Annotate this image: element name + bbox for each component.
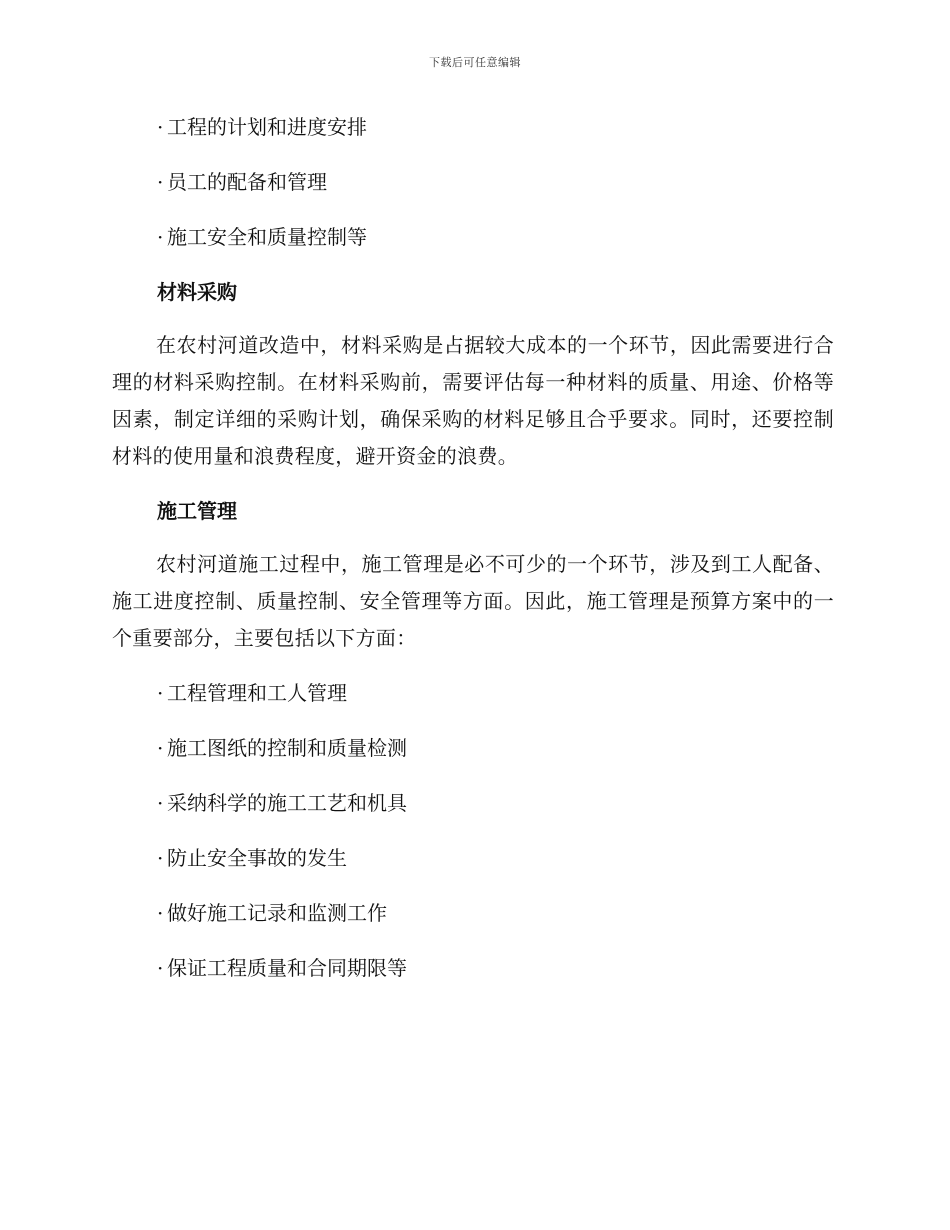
list-item: [157, 218, 834, 256]
list-item: [157, 784, 834, 822]
list-item-text: 做好施工记录和监测工作: [167, 901, 387, 925]
list-item-text: 施工安全和质量控制等: [167, 225, 367, 249]
bullet-dot: ·: [157, 901, 164, 925]
list-item: [157, 839, 834, 877]
list-item-text: 工程管理和工人管理: [167, 681, 347, 705]
page-header: 下载后可任意编辑: [429, 56, 521, 69]
list-item: [157, 949, 834, 987]
bullet-dot: ·: [157, 846, 164, 870]
list-item: [157, 729, 834, 767]
bullet-dot: ·: [157, 956, 164, 980]
bullet-dot: ·: [157, 791, 164, 815]
list-item-text: 员工的配备和管理: [167, 170, 327, 194]
bullet-dot: ·: [157, 681, 164, 705]
list-item: [157, 674, 834, 712]
list-item: [157, 108, 834, 146]
paragraph-materials: 在农村河道改造中，材料采购是占据较大成本的一个环节，因此需要进行合理的材料采购控制。在材料采购前，需要评估每一种材料的质量、用途、价格等因素，制定详细的采购计划，确保采购的材料足够且合乎要求。同时，还要控制材料的使用量和浪费程度，避开资金的浪费。: [112, 333, 834, 468]
section-heading-construction: 施工管理: [157, 499, 237, 523]
bullet-dot: ·: [157, 170, 164, 194]
list-item-text: 防止安全事故的发生: [167, 846, 347, 870]
list-item-text: 工程的计划和进度安排: [167, 115, 367, 139]
list-item-text: 保证工程质量和合同期限等: [167, 956, 407, 980]
paragraph-construction: 农村河道施工过程中，施工管理是必不可少的一个环节，涉及到工人配备、施工进度控制、质量控制、安全管理等方面。因此，施工管理是预算方案中的一个重要部分，主要包括以下方面：: [112, 552, 834, 650]
bullet-dot: ·: [157, 225, 164, 249]
document-body: [112, 108, 834, 1004]
bullet-dot: ·: [157, 736, 164, 760]
list-item: [157, 163, 834, 201]
list-item: [157, 894, 834, 932]
bullet-dot: ·: [157, 115, 164, 139]
list-item-text: 采纳科学的施工工艺和机具: [167, 791, 407, 815]
section-heading-materials: 材料采购: [157, 280, 237, 304]
list-item-text: 施工图纸的控制和质量检测: [167, 736, 407, 760]
